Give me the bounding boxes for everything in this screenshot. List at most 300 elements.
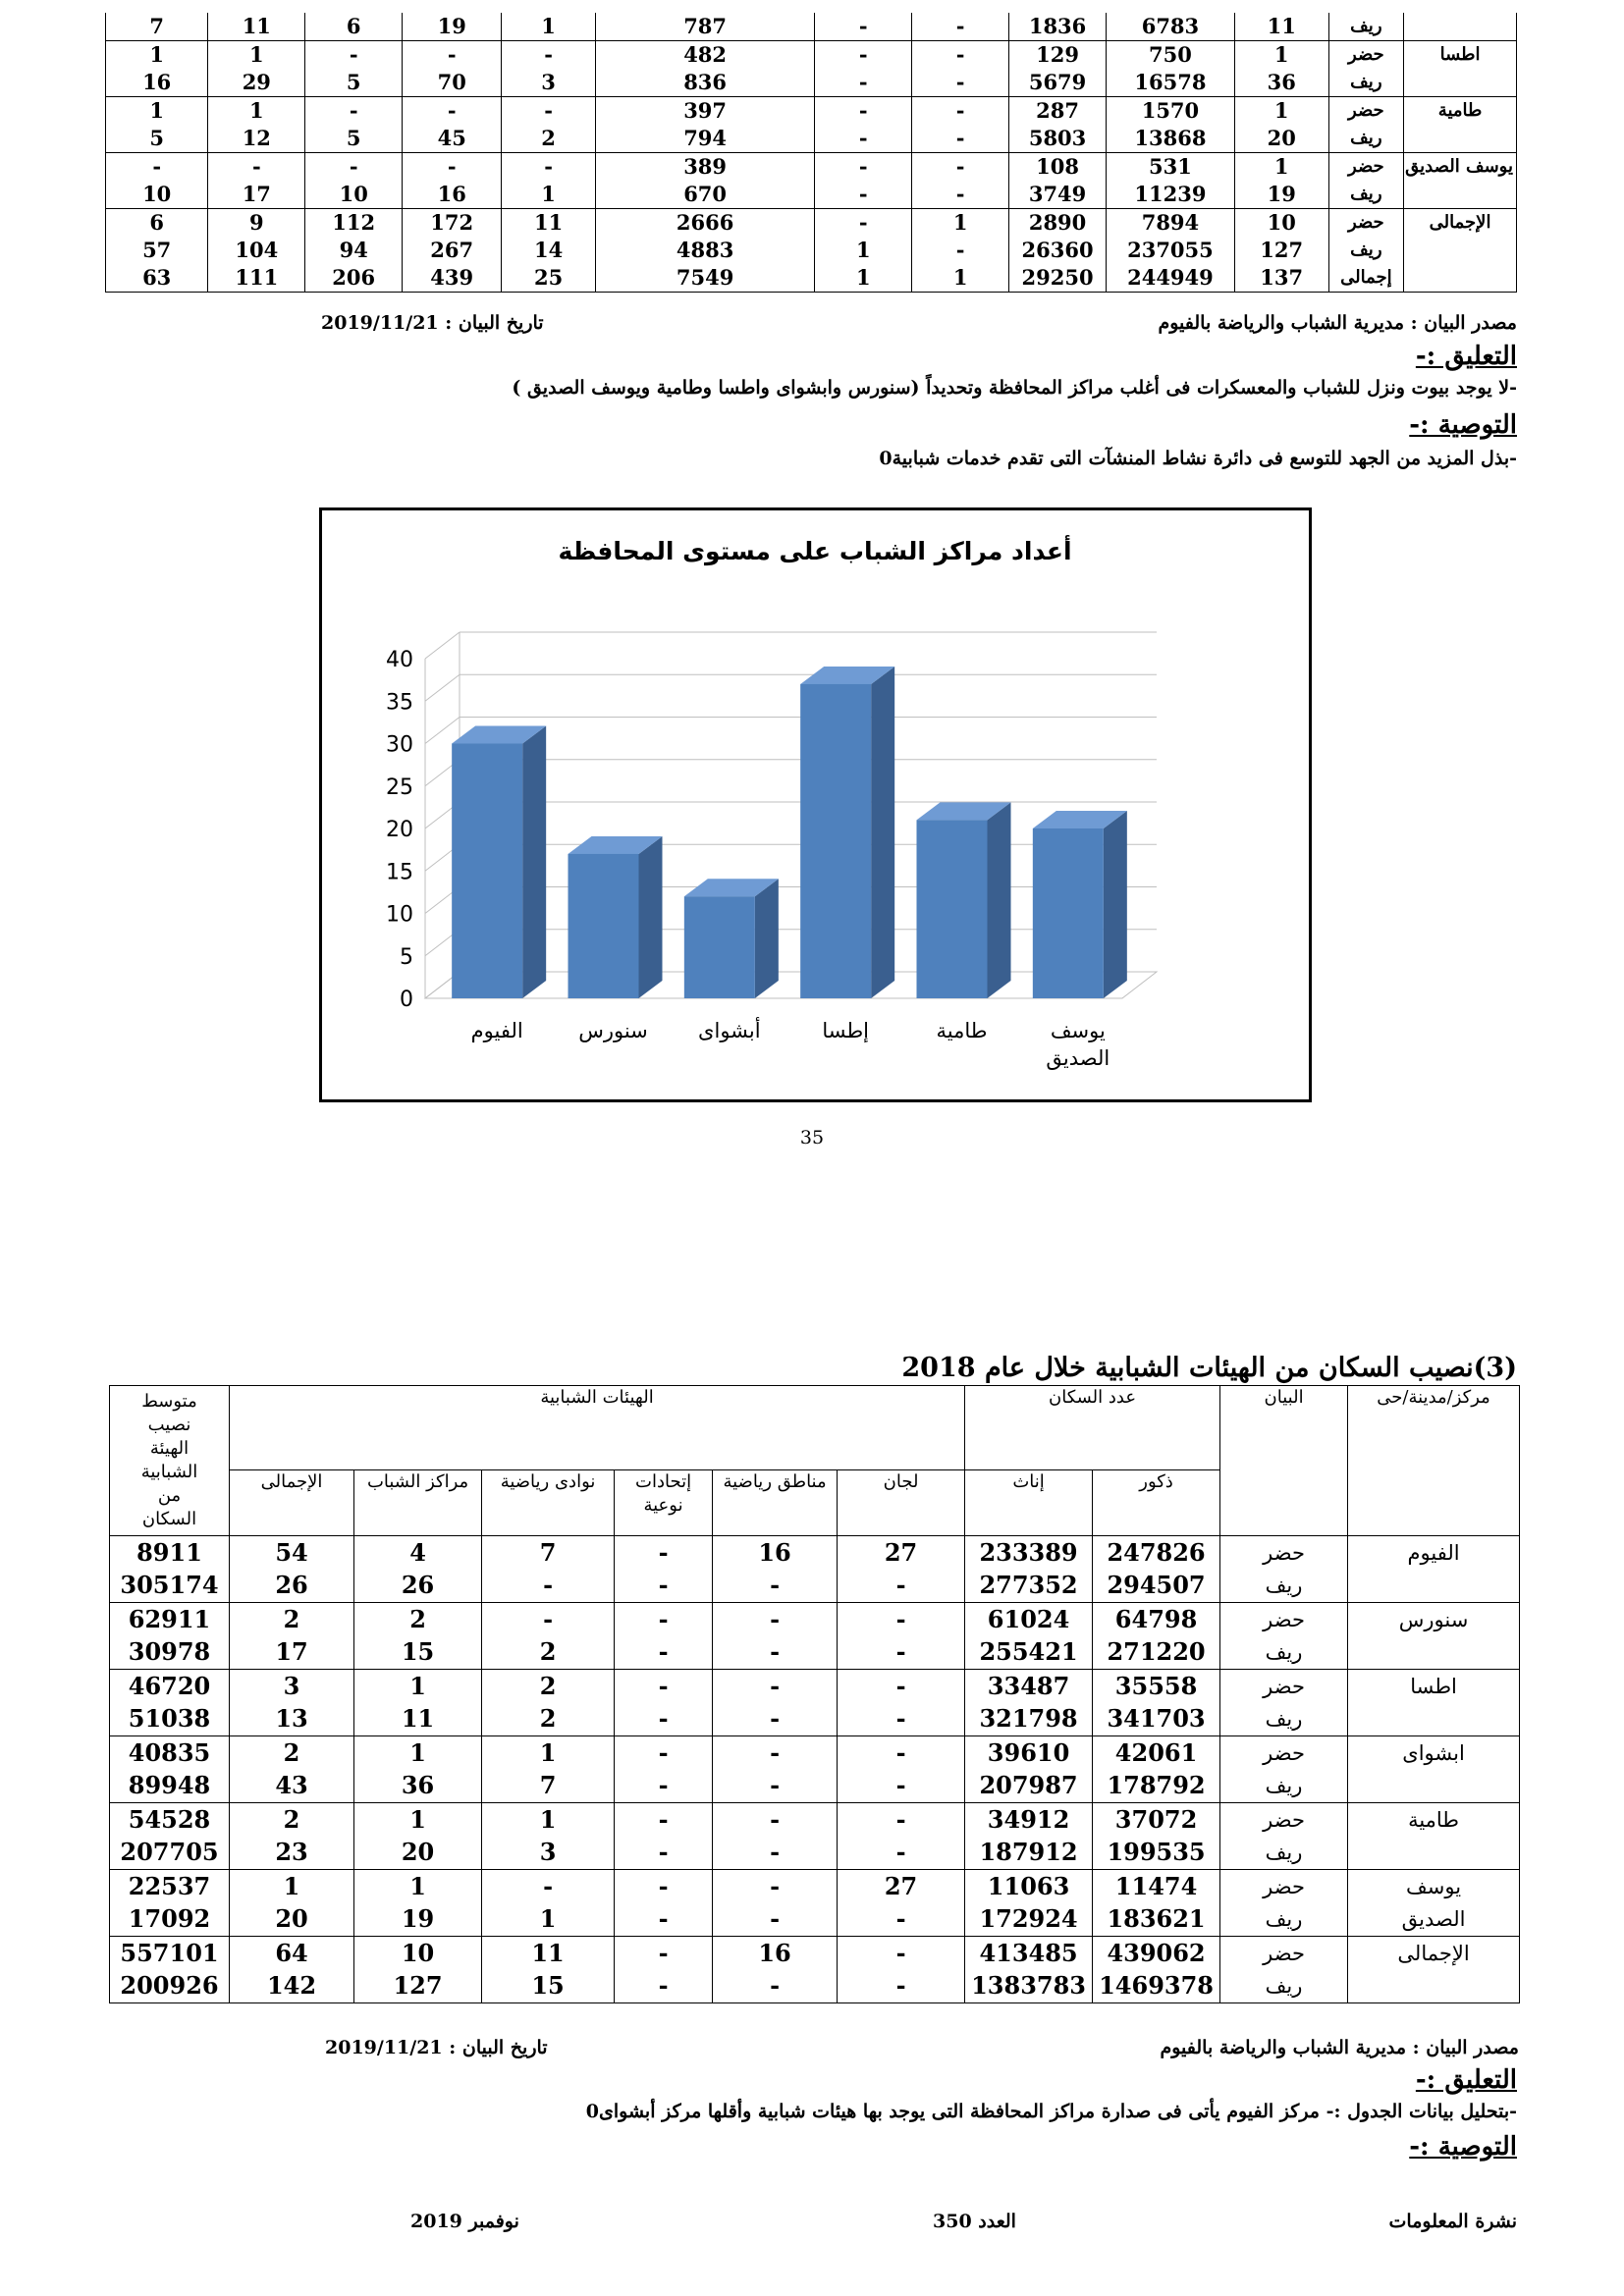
cell-value: 1 <box>1234 41 1328 70</box>
bar-side <box>522 726 546 999</box>
cell-value: 207705 <box>110 1837 230 1870</box>
cell-value: 61024 <box>965 1603 1093 1636</box>
cell-type: حضر <box>1220 1803 1348 1837</box>
cell-value: 2 <box>482 1636 615 1670</box>
cell-type: حضر <box>1328 41 1404 70</box>
page-number: 35 <box>799 1127 825 1148</box>
cell-value: - <box>838 1937 965 1970</box>
cell-value: - <box>713 1603 838 1636</box>
cell-value: 557101 <box>110 1937 230 1970</box>
header-committees: لجان <box>838 1470 965 1536</box>
table-row <box>106 41 1517 70</box>
cell-value: 1 <box>482 1803 615 1837</box>
footer-date: نوفمبر 2019 <box>410 2211 519 2232</box>
y-tick-label: 40 <box>386 648 413 672</box>
cell-value: 19 <box>1234 181 1328 209</box>
cell-value: 2 <box>502 125 596 153</box>
header-place: مركز/مدينة/حى <box>1348 1386 1520 1536</box>
cell-value: - <box>838 1570 965 1603</box>
cell-value: - <box>815 13 912 41</box>
cell-place <box>1348 1970 1520 2003</box>
table-row <box>110 1870 1520 1903</box>
cell-value: 10 <box>305 181 403 209</box>
cell-value: - <box>615 1903 713 1937</box>
cell-value: - <box>713 1670 838 1703</box>
cell-value: 11 <box>482 1937 615 1970</box>
table-row <box>106 181 1517 209</box>
chart-frame <box>319 507 1312 1102</box>
cell-place: طامية <box>1348 1803 1520 1837</box>
cell-value: - <box>615 1536 713 1570</box>
y-tick-label: 30 <box>386 732 413 758</box>
cell-value: - <box>815 181 912 209</box>
cell-place: ابشواى <box>1348 1736 1520 1770</box>
table-row <box>110 1837 1520 1870</box>
cell-value: 8911 <box>110 1536 230 1570</box>
cell-value: 26360 <box>1009 237 1107 264</box>
cell-value: 39610 <box>965 1736 1093 1770</box>
cell-value: 35558 <box>1093 1670 1220 1703</box>
cell-value: 27 <box>838 1870 965 1903</box>
cell-value: 2 <box>230 1736 354 1770</box>
cell-value: 237055 <box>1107 237 1235 264</box>
cell-value: 787 <box>595 13 814 41</box>
header-average-share: متوسط نصيب الهيئة الشبابية من السكان <box>110 1386 230 1536</box>
cell-value: - <box>403 41 502 70</box>
cell-value: 64 <box>230 1937 354 1970</box>
cell-value: 439062 <box>1093 1937 1220 1970</box>
cell-value: - <box>713 1803 838 1837</box>
cell-value: 1 <box>106 97 208 126</box>
cell-value: 207987 <box>965 1770 1093 1803</box>
cell-value: 14 <box>502 237 596 264</box>
cell-value: 33487 <box>965 1670 1093 1703</box>
table-row <box>110 1536 1520 1570</box>
cell-type: ريف <box>1328 69 1404 97</box>
cell-value: 1469378 <box>1093 1970 1220 2003</box>
cell-value: 40835 <box>110 1736 230 1770</box>
cell-value: 2 <box>230 1803 354 1837</box>
cell-value: - <box>615 1870 713 1903</box>
cell-type: ريف <box>1220 1837 1348 1870</box>
cell-value: - <box>482 1570 615 1603</box>
table-row <box>110 1703 1520 1736</box>
cell-place <box>1404 69 1517 97</box>
cell-value: - <box>713 1636 838 1670</box>
cell-value: - <box>208 153 305 182</box>
cell-value: - <box>615 1837 713 1870</box>
table-row <box>110 1970 1520 2003</box>
source-1: مصدر البيان : مديرية الشباب والرياضة بالفيوم <box>1158 312 1517 334</box>
cell-value: 16 <box>713 1536 838 1570</box>
table-row <box>106 237 1517 264</box>
cell-value: - <box>815 69 912 97</box>
table-row <box>110 1937 1520 1970</box>
y-tick-label: 0 <box>400 988 413 1012</box>
cell-value: 341703 <box>1093 1703 1220 1736</box>
cell-value: - <box>403 97 502 126</box>
cell-value: - <box>713 1736 838 1770</box>
cell-value: - <box>815 41 912 70</box>
cell-value: 7 <box>482 1770 615 1803</box>
cell-value: - <box>615 1670 713 1703</box>
cell-value: 16578 <box>1107 69 1235 97</box>
cell-value: - <box>305 97 403 126</box>
y-tick-label: 5 <box>400 944 413 970</box>
gridline-depth <box>425 632 460 659</box>
table-row <box>110 1736 1520 1770</box>
table-row <box>106 13 1517 41</box>
comment-2-heading: التعليق :- <box>1415 2065 1517 2095</box>
cell-value: 1 <box>815 264 912 293</box>
cell-value: 6783 <box>1107 13 1235 41</box>
cell-value: 294507 <box>1093 1570 1220 1603</box>
cell-value: - <box>615 1703 713 1736</box>
cell-value: 64798 <box>1093 1603 1220 1636</box>
cell-type: حضر <box>1220 1603 1348 1636</box>
cell-place <box>1404 125 1517 153</box>
cell-value: 794 <box>595 125 814 153</box>
cell-value: - <box>615 1603 713 1636</box>
cell-type: حضر <box>1220 1937 1348 1970</box>
cell-value: 127 <box>354 1970 482 2003</box>
cell-value: 11 <box>502 209 596 238</box>
cell-value: 13868 <box>1107 125 1235 153</box>
cell-type: حضر <box>1328 153 1404 182</box>
cell-type: ريف <box>1328 13 1404 41</box>
cell-value: 277352 <box>965 1570 1093 1603</box>
cell-value: 7 <box>482 1536 615 1570</box>
x-tick-label: طامية <box>936 1019 988 1042</box>
cell-type: ريف <box>1220 1703 1348 1736</box>
cell-value: - <box>482 1870 615 1903</box>
cell-value: 1 <box>482 1736 615 1770</box>
cell-value: 4 <box>354 1536 482 1570</box>
bar <box>1033 828 1104 998</box>
bar <box>568 854 639 998</box>
cell-place <box>1348 1636 1520 1670</box>
cell-value: - <box>912 69 1009 97</box>
cell-value: 108 <box>1009 153 1107 182</box>
cell-value: 11239 <box>1107 181 1235 209</box>
date-1: تاريخ البيان : 2019/11/21 <box>321 312 544 334</box>
cell-value: - <box>615 1636 713 1670</box>
cell-value: 10 <box>1234 209 1328 238</box>
cell-value: 10 <box>354 1937 482 1970</box>
recommendation-2-heading: التوصية :- <box>1409 2132 1517 2162</box>
cell-value: 19 <box>354 1903 482 1937</box>
bar-side <box>639 836 663 998</box>
cell-value: - <box>838 1903 965 1937</box>
cell-place: الصديق <box>1348 1903 1520 1937</box>
cell-place <box>1404 181 1517 209</box>
cell-value: 1836 <box>1009 13 1107 41</box>
table-row <box>110 1670 1520 1703</box>
cell-value: - <box>713 1837 838 1870</box>
cell-value: 16 <box>713 1937 838 1970</box>
cell-value: 1 <box>502 181 596 209</box>
cell-value: 233389 <box>965 1536 1093 1570</box>
cell-value: 7894 <box>1107 209 1235 238</box>
recommendation-1-heading: التوصية :- <box>1409 410 1517 440</box>
cell-value: - <box>502 97 596 126</box>
y-tick-label: 35 <box>386 690 413 716</box>
cell-value: 45 <box>403 125 502 153</box>
cell-type: حضر <box>1220 1870 1348 1903</box>
cell-value: - <box>838 1837 965 1870</box>
x-tick-label-line-2: الصديق <box>1046 1046 1110 1070</box>
cell-value: - <box>713 1570 838 1603</box>
cell-value: 112 <box>305 209 403 238</box>
cell-value: 17092 <box>110 1903 230 1937</box>
cell-value: - <box>305 153 403 182</box>
cell-value: 17 <box>230 1636 354 1670</box>
cell-value: - <box>713 1970 838 2003</box>
y-tick-label: 20 <box>386 818 413 842</box>
table-row <box>106 153 1517 182</box>
cell-value: 2 <box>482 1670 615 1703</box>
cell-place: اطسا <box>1404 41 1517 70</box>
bar-side <box>871 667 894 998</box>
cell-value: 22537 <box>110 1870 230 1903</box>
cell-value: - <box>912 97 1009 126</box>
cell-value: 29 <box>208 69 305 97</box>
cell-place: طامية <box>1404 97 1517 126</box>
cell-value: - <box>305 41 403 70</box>
source-line-1 <box>105 312 1517 334</box>
bar <box>684 896 755 998</box>
cell-place <box>1348 1570 1520 1603</box>
date-2: تاريخ البيان : 2019/11/21 <box>325 2037 548 2058</box>
cell-value: 244949 <box>1107 264 1235 293</box>
cell-value: 321798 <box>965 1703 1093 1736</box>
cell-value: - <box>502 41 596 70</box>
cell-value: 1 <box>208 41 305 70</box>
x-tick-label: الفيوم <box>470 1019 523 1042</box>
cell-value: 287 <box>1009 97 1107 126</box>
cell-value: 11 <box>354 1703 482 1736</box>
cell-value: 26 <box>230 1570 354 1603</box>
cell-value: 439 <box>403 264 502 293</box>
cell-value: 1 <box>912 264 1009 293</box>
cell-value: 43 <box>230 1770 354 1803</box>
cell-type: ريف <box>1328 181 1404 209</box>
cell-value: 3 <box>230 1670 354 1703</box>
cell-value: 5 <box>305 69 403 97</box>
cell-value: 17 <box>208 181 305 209</box>
cell-value: 305174 <box>110 1570 230 1603</box>
cell-value: - <box>713 1703 838 1736</box>
recommendation-1-text: -بذل المزيد من الجهد للتوسع فى دائرة نشاط المنشآت التى تقدم خدمات شبابية0 <box>879 448 1517 469</box>
cell-value: 70 <box>403 69 502 97</box>
header-population: عدد السكان <box>965 1386 1220 1470</box>
table-row <box>110 1603 1520 1636</box>
cell-value: 5803 <box>1009 125 1107 153</box>
cell-place: الفيوم <box>1348 1536 1520 1570</box>
cell-type: حضر <box>1220 1736 1348 1770</box>
header-qualitative-unions: إتحادات نوعية <box>615 1470 713 1536</box>
cell-value: - <box>912 41 1009 70</box>
cell-type: ريف <box>1328 237 1404 264</box>
cell-value: 5 <box>106 125 208 153</box>
cell-value: - <box>482 1603 615 1636</box>
y-tick-label: 25 <box>386 774 413 800</box>
cell-value: 104 <box>208 237 305 264</box>
comment-1-heading: التعليق :- <box>1415 342 1517 371</box>
cell-type: ريف <box>1220 1636 1348 1670</box>
cell-value: 142 <box>230 1970 354 2003</box>
cell-value: 413485 <box>965 1937 1093 1970</box>
cell-value: - <box>502 153 596 182</box>
cell-value: 11474 <box>1093 1870 1220 1903</box>
cell-value: 187912 <box>965 1837 1093 1870</box>
cell-type: حضر <box>1220 1536 1348 1570</box>
cell-place: يوسف الصديق <box>1404 153 1517 182</box>
cell-value: 255421 <box>965 1636 1093 1670</box>
table-row <box>106 209 1517 238</box>
cell-value: 127 <box>1234 237 1328 264</box>
cell-value: 6 <box>106 209 208 238</box>
cell-value: 836 <box>595 69 814 97</box>
cell-value: - <box>615 1970 713 2003</box>
bar-side <box>988 802 1011 998</box>
cell-value: 30978 <box>110 1636 230 1670</box>
cell-value: 183621 <box>1093 1903 1220 1937</box>
cell-value: 46720 <box>110 1670 230 1703</box>
cell-value: 15 <box>354 1636 482 1670</box>
cell-value: - <box>838 1636 965 1670</box>
cell-type: حضر <box>1328 209 1404 238</box>
cell-value: - <box>838 1970 965 2003</box>
cell-value: 27 <box>838 1536 965 1570</box>
cell-value: - <box>815 153 912 182</box>
cell-value: 206 <box>305 264 403 293</box>
cell-value: 531 <box>1107 153 1235 182</box>
population-share-table <box>109 1385 1520 2003</box>
cell-value: 36 <box>354 1770 482 1803</box>
cell-value: 1 <box>230 1870 354 1903</box>
cell-value: 111 <box>208 264 305 293</box>
cell-value: - <box>838 1770 965 1803</box>
cell-value: 11063 <box>965 1870 1093 1903</box>
cell-value: 7549 <box>595 264 814 293</box>
cell-type: ريف <box>1220 1770 1348 1803</box>
cell-value: 20 <box>354 1837 482 1870</box>
cell-value: 172 <box>403 209 502 238</box>
cell-value: 1 <box>354 1803 482 1837</box>
youth-facilities-table <box>105 13 1517 293</box>
cell-type: حضر <box>1220 1670 1348 1703</box>
cell-value: 9 <box>208 209 305 238</box>
comment-1-text: -لا يوجد بيوت ونزل للشباب والمعسكرات فى أغلب مراكز المحافظة وتحديداً (سنورس وابشواى واطسا وطامية ويوسف الصديق ) <box>512 377 1517 399</box>
header-male: ذكور <box>1093 1470 1220 1536</box>
cell-value: 199535 <box>1093 1837 1220 1870</box>
cell-value: - <box>838 1803 965 1837</box>
cell-value: 7 <box>106 13 208 41</box>
y-tick-label: 10 <box>386 902 413 928</box>
cell-value: - <box>815 209 912 238</box>
cell-value: 23 <box>230 1837 354 1870</box>
bar <box>800 684 871 998</box>
cell-value: 3 <box>482 1837 615 1870</box>
cell-value: - <box>815 125 912 153</box>
cell-place <box>1348 1703 1520 1736</box>
cell-value: 29250 <box>1009 264 1107 293</box>
header-sports-zones: مناطق رياضية <box>713 1470 838 1536</box>
cell-value: 16 <box>106 69 208 97</box>
cell-place <box>1404 13 1517 41</box>
x-tick-label: أبشواى <box>698 1019 761 1042</box>
cell-place <box>1348 1837 1520 1870</box>
cell-value: 271220 <box>1093 1636 1220 1670</box>
cell-value: - <box>615 1937 713 1970</box>
cell-place: الإجمالى <box>1404 209 1517 238</box>
cell-value: - <box>838 1703 965 1736</box>
cell-value: 2 <box>354 1603 482 1636</box>
cell-place <box>1404 264 1517 293</box>
cell-place <box>1404 237 1517 264</box>
chart-title: أعداد مراكز الشباب على مستوى المحافظة <box>558 537 1072 565</box>
cell-value: - <box>615 1570 713 1603</box>
cell-value: - <box>912 181 1009 209</box>
cell-value: 1383783 <box>965 1970 1093 2003</box>
cell-value: 1 <box>912 209 1009 238</box>
cell-value: 15 <box>482 1970 615 2003</box>
cell-value: - <box>912 13 1009 41</box>
header-type: البيان <box>1220 1386 1348 1536</box>
cell-value: - <box>713 1903 838 1937</box>
bar <box>917 820 988 998</box>
cell-value: - <box>106 153 208 182</box>
cell-value: 1570 <box>1107 97 1235 126</box>
header-youth-centers: مراكز الشباب <box>354 1470 482 1536</box>
cell-value: 54528 <box>110 1803 230 1837</box>
gridline-depth <box>425 718 460 744</box>
cell-place <box>1348 1770 1520 1803</box>
cell-value: 51038 <box>110 1703 230 1736</box>
table-row <box>106 125 1517 153</box>
cell-value: 247826 <box>1093 1536 1220 1570</box>
cell-value: 19 <box>403 13 502 41</box>
cell-value: 62911 <box>110 1603 230 1636</box>
cell-type: ريف <box>1220 1570 1348 1603</box>
cell-value: 1 <box>354 1870 482 1903</box>
cell-value: 200926 <box>110 1970 230 2003</box>
cell-value: 2 <box>230 1603 354 1636</box>
cell-value: 670 <box>595 181 814 209</box>
cell-place: يوسف <box>1348 1870 1520 1903</box>
cell-value: 42061 <box>1093 1736 1220 1770</box>
cell-value: - <box>713 1870 838 1903</box>
header-youth-bodies: الهيئات الشبابية <box>230 1386 965 1470</box>
cell-value: 482 <box>595 41 814 70</box>
bar <box>452 744 522 999</box>
cell-value: 11 <box>1234 13 1328 41</box>
cell-place: سنورس <box>1348 1603 1520 1636</box>
cell-value: 267 <box>403 237 502 264</box>
youth-centers-bar-chart <box>322 510 1309 1099</box>
cell-type: إجمالى <box>1328 264 1404 293</box>
cell-value: 3749 <box>1009 181 1107 209</box>
cell-type: حضر <box>1328 97 1404 126</box>
cell-value: - <box>912 125 1009 153</box>
cell-value: 1 <box>502 13 596 41</box>
cell-value: - <box>912 237 1009 264</box>
cell-value: 3 <box>502 69 596 97</box>
cell-value: 94 <box>305 237 403 264</box>
source-line-2 <box>109 2037 1519 2058</box>
cell-value: 1 <box>815 237 912 264</box>
